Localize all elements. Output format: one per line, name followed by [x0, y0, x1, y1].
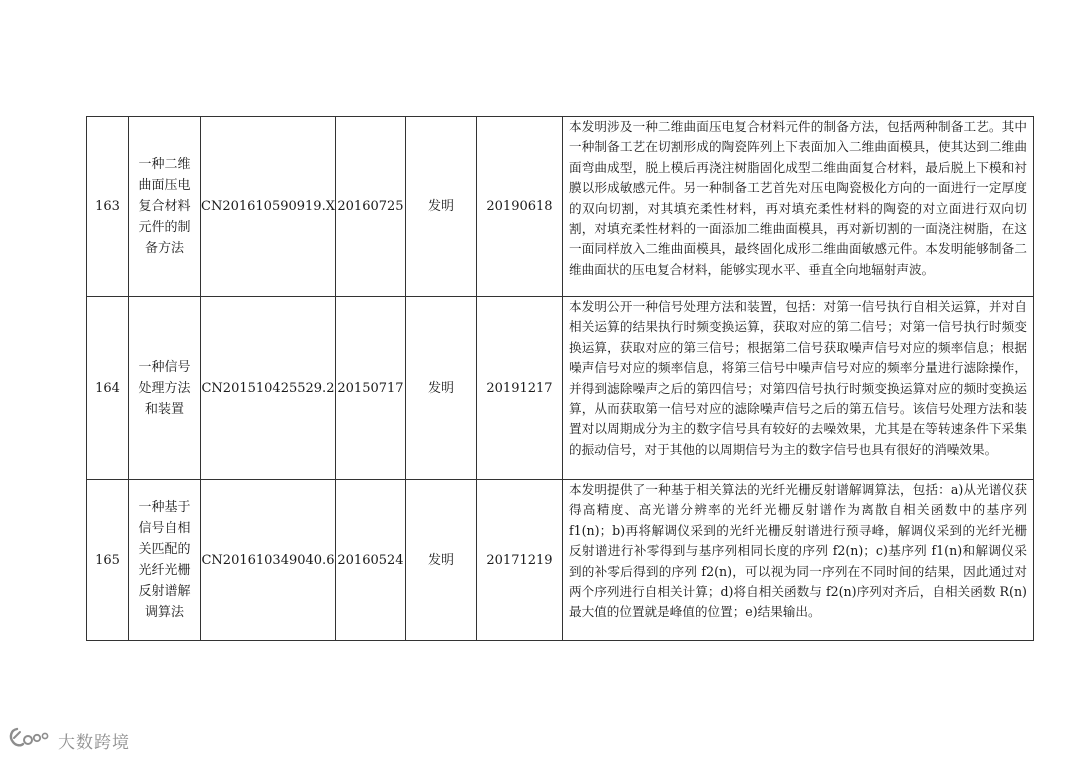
table-row: [87, 117, 1034, 297]
filing-date: 20160725: [335, 117, 405, 297]
application-number: CN201510425529.2: [201, 297, 336, 480]
patent-table: [86, 116, 1034, 641]
filing-date: 20150717: [335, 297, 405, 480]
table-row: [87, 297, 1034, 480]
application-number: CN201610590919.X: [201, 117, 336, 297]
grant-date: 20171219: [476, 480, 562, 641]
patent-name: 一种信号处理方法和装置: [129, 297, 201, 480]
watermark: [8, 727, 130, 753]
watermark-logo-icon: [8, 727, 52, 753]
patent-abstract: 本发明提供了一种基于相关算法的光纤光栅反射谱解调算法，包括：a)从光谱仪获得高精度、高光谱分辨率的光纤光栅反射谱作为离散自相关函数中的基序列 f1(n)；b)再将解调仪采到的光纤光栅反射谱进行预寻峰，解调仪采到的光纤光栅反射谱进行补零得到与基序列相同长度的序列 f2(n)；c)基序列 f1(n)和解调仪采到的补零后得到的序列 f2(n)，可以视为同一序列在不同时间的结果，因此通过对两个序列进行自相关计算；d)将自相关函数与 f2(n)序列对齐后，自相关函数 R(n)最大值的位置就是峰值的位置；e)结果输出。: [562, 480, 1033, 641]
patent-type: 发明: [405, 117, 476, 297]
patent-type: 发明: [405, 297, 476, 480]
patent-name: 一种二维曲面压电复合材料元件的制备方法: [129, 117, 201, 297]
filing-date: 20160524: [335, 480, 405, 641]
grant-date: 20191217: [476, 297, 562, 480]
patent-abstract: 本发明公开一种信号处理方法和装置，包括：对第一信号执行自相关运算，并对自相关运算的结果执行时频变换运算，获取对应的第二信号；对第一信号执行时频变换运算，获取对应的第三信号；根据第二信号获取噪声信号对应的频率信息；根据噪声信号对应的频率信息，将第三信号中噪声信号对应的频率分量进行滤除操作，并得到滤除噪声之后的第四信号；对第四信号执行时频变换运算对应的频时变换运算，从而获取第一信号对应的滤除噪声信号之后的第五信号。该信号处理方法和装置对以周期成分为主的数字信号具有较好的去噪效果，尤其是在等转速条件下采集的振动信号，对于其他的以周期信号为主的数字信号也具有很好的消噪效果。: [562, 297, 1033, 480]
watermark-text: 大数跨境: [58, 732, 130, 753]
application-number: CN201610349040.6: [201, 480, 336, 641]
row-number: 164: [87, 297, 129, 480]
row-number: 165: [87, 480, 129, 641]
patent-abstract: 本发明涉及一种二维曲面压电复合材料元件的制备方法，包括两种制备工艺。其中一种制备工艺在切割形成的陶瓷阵列上下表面加入二维曲面模具，使其达到二维曲面弯曲成型，脱上模后再浇注树脂固化成型二维曲面复合材料，最后脱上下模和衬膜以形成敏感元件。另一种制备工艺首先对压电陶瓷极化方向的一面进行一定厚度的双向切割，对其填充柔性材料，再对填充柔性材料的陶瓷的对立面进行双向切割，对填充柔性材料的一面添加二维曲面模具，再对新切割的一面浇注树脂，在这一面同样放入二维曲面模具，最终固化成形二维曲面敏感元件。本发明能够制备二维曲面状的压电复合材料，能够实现水平、垂直全向地辐射声波。: [562, 117, 1033, 297]
table-row: [87, 480, 1034, 641]
patent-name: 一种基于信号自相关匹配的光纤光栅反射谱解调算法: [129, 480, 201, 641]
row-number: 163: [87, 117, 129, 297]
patent-type: 发明: [405, 480, 476, 641]
grant-date: 20190618: [476, 117, 562, 297]
